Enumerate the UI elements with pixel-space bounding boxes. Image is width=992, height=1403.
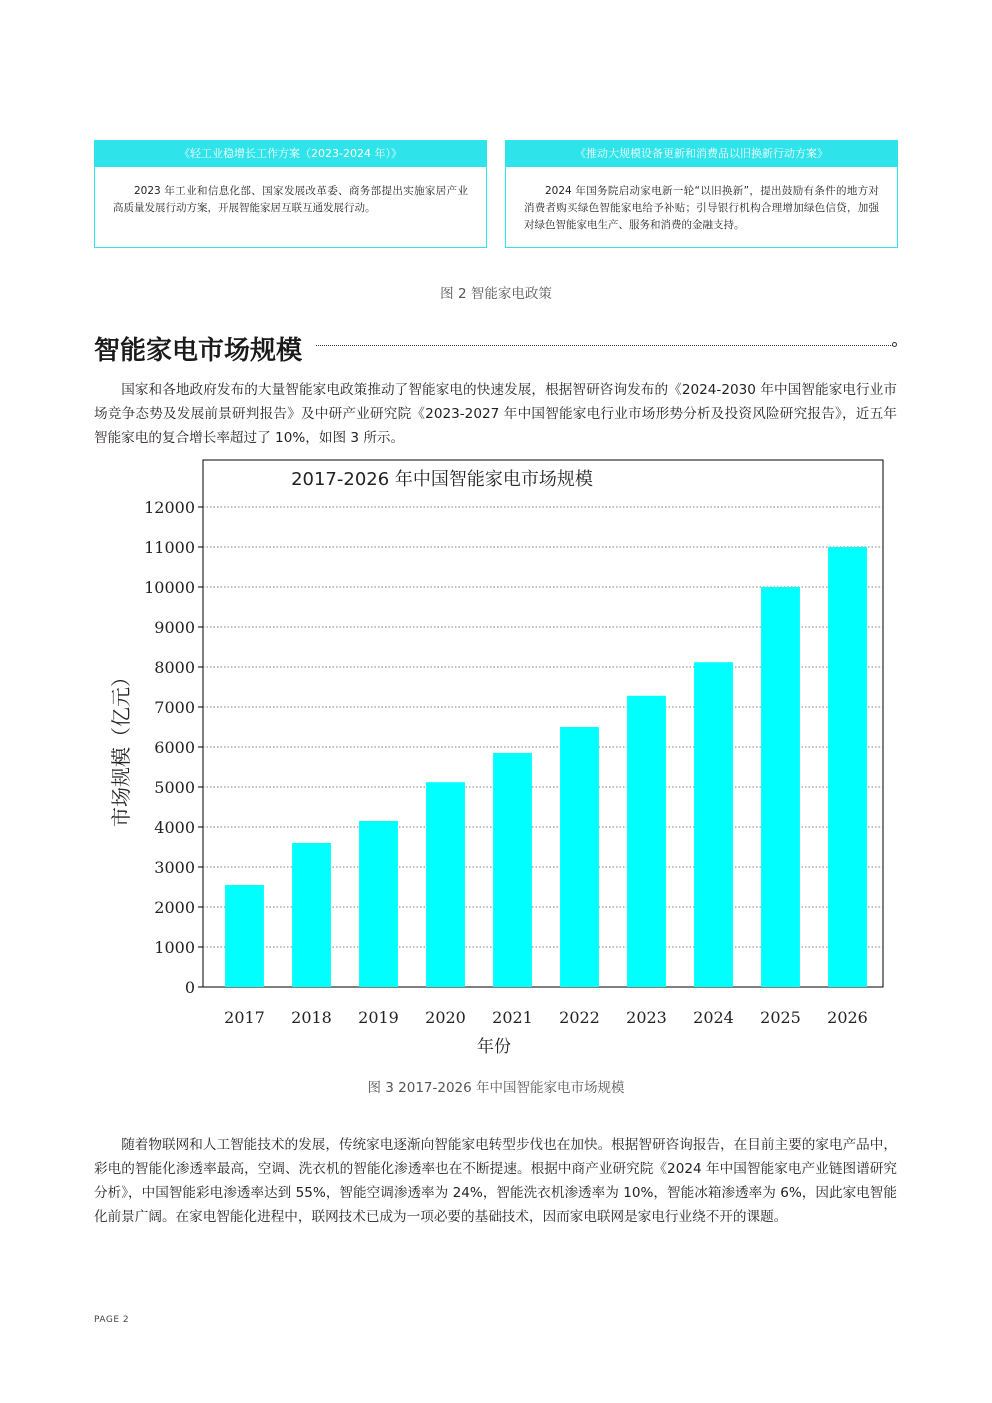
x-tick-label: 2017	[224, 1008, 265, 1027]
y-tick-label: 9000	[154, 618, 195, 637]
x-tick-label: 2020	[425, 1008, 466, 1027]
title-divider-dot	[892, 342, 897, 347]
x-tick-label: 2026	[827, 1008, 868, 1027]
y-tick-label: 12000	[144, 498, 195, 517]
y-tick-label: 8000	[154, 658, 195, 677]
x-tick-label: 2024	[693, 1008, 734, 1027]
bar-2019	[359, 821, 398, 987]
x-axis-label: 年份	[477, 1037, 511, 1057]
x-tick-labels	[224, 1008, 868, 1027]
paragraph-market-intro: 国家和各地政府发布的大量智能家电政策推动了智能家电的快速发展，根据智研咨询发布的《2024-2030 年中国智能家电行业市场竞争态势及发展前景研判报告》及中研产业研究院《2023-2027 年中国智能家电行业市场形势分析及投资风险研究报告》，近五年智能家电的复合增长率超过了 10%，如图 3 所示。	[94, 382, 897, 446]
y-tick-label: 0	[184, 978, 195, 997]
x-tick-label: 2018	[291, 1008, 332, 1027]
y-tick-label: 5000	[154, 778, 195, 797]
section-title: 智能家电市场规模	[94, 336, 303, 366]
bar-2024	[694, 662, 733, 987]
bar-2018	[292, 843, 331, 987]
bar-2020	[426, 782, 465, 987]
policy-title: 《轻工业稳增长工作方案（2023-2024 年）》	[95, 141, 486, 167]
bar-2026	[828, 547, 867, 987]
page-number: PAGE 2	[94, 1315, 130, 1325]
y-tick-label: 6000	[154, 738, 195, 757]
figure-3-caption: 图 3 2017-2026 年中国智能家电市场规模	[367, 1080, 625, 1096]
market-size-chart	[100, 455, 900, 1065]
policy-text: 2023 年工业和信息化部、国家发展改革委、商务部提出实施家居产业高质量发展行动方案，开展智能家居互联互通发展行动。	[113, 185, 468, 214]
y-tick-labels	[144, 498, 195, 997]
x-tick-label: 2022	[559, 1008, 600, 1027]
chart-title: 2017-2026 年中国智能家电市场规模	[291, 469, 593, 490]
policy-box-light-industry	[94, 140, 487, 248]
bar-2025	[761, 587, 800, 987]
title-divider	[316, 345, 893, 346]
policy-text: 2024 年国务院启动家电新一轮“以旧换新”，提出鼓励有条件的地方对消费者购买绿色智能家电给予补贴；引导银行机构合理增加绿色信贷，加强对绿色智能家电生产、服务和消费的金融支持。	[524, 185, 879, 231]
y-tick-label: 7000	[154, 698, 195, 717]
paragraph-smart-penetration: 随着物联网和人工智能技术的发展，传统家电逐渐向智能家电转型步伐也在加快。根据智研咨询报告，在目前主要的家电产品中，彩电的智能化渗透率最高，空调、洗衣机的智能化渗透率也在不断提速。根据中商产业研究院《2024 年中国智能家电产业链图谱研究分析》，中国智能彩电渗透率达到 55%，智能空调渗透率为 24%，智能洗衣机渗透率为 10%，智能冰箱渗透率为 6%，因此家电智能化前景广阔。在家电智能化进程中，联网技术已成为一项必要的基础技术，因而家电联网是家电行业绕不开的课题。	[94, 1137, 897, 1225]
y-tick-label: 11000	[144, 538, 195, 557]
y-tick-label: 4000	[154, 818, 195, 837]
y-tick-label: 10000	[144, 578, 195, 597]
x-tick-label: 2019	[358, 1008, 399, 1027]
figure-2-caption: 图 2 智能家电政策	[440, 286, 552, 302]
policy-box-trade-in	[505, 140, 898, 248]
x-tick-label: 2023	[626, 1008, 667, 1027]
y-axis-label: 市场规模（亿元）	[109, 667, 133, 827]
bar-2023	[627, 696, 666, 987]
bar-2022	[560, 727, 599, 987]
y-tick-label: 1000	[154, 938, 195, 957]
policy-title: 《推动大规模设备更新和消费品以旧换新行动方案》	[506, 141, 897, 167]
bar-2017	[225, 885, 264, 987]
y-tick-label: 2000	[154, 898, 195, 917]
bar-2021	[493, 753, 532, 987]
y-tick-label: 3000	[154, 858, 195, 877]
x-tick-label: 2021	[492, 1008, 533, 1027]
x-tick-label: 2025	[760, 1008, 801, 1027]
